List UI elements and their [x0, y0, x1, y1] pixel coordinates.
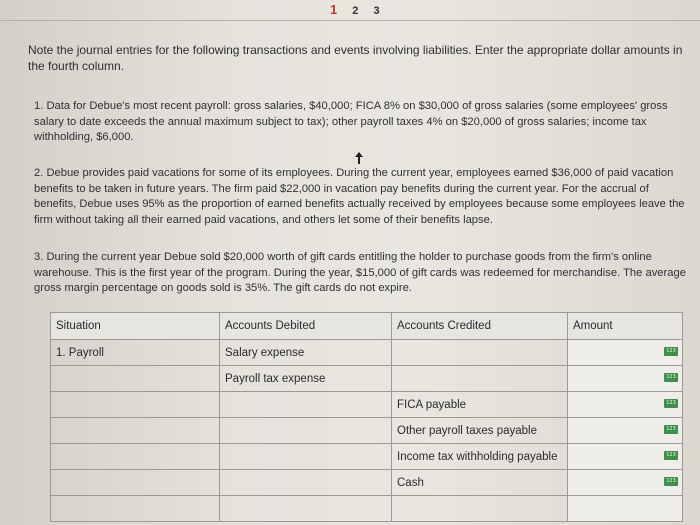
numeric-input-icon: 123 [664, 425, 678, 434]
credited-cell [392, 496, 568, 522]
credited-cell: Other payroll taxes payable [392, 418, 568, 444]
situation-cell [51, 470, 220, 496]
table-row [51, 470, 683, 496]
table-row [51, 392, 683, 418]
debited-cell [220, 418, 392, 444]
credited-cell [392, 366, 568, 392]
situation-cell [51, 366, 220, 392]
table-row [51, 340, 683, 366]
instructions-text: Note the journal entries for the following transactions and events involving liabilities. Enter the appropriate dollar amounts in the fourth column. [28, 43, 683, 73]
situation-cell [51, 392, 220, 418]
situation-cell [51, 496, 220, 522]
table-row [51, 496, 683, 522]
situation-cell [51, 444, 220, 470]
debited-cell: Payroll tax expense [220, 366, 392, 392]
credited-cell: Cash [392, 470, 568, 496]
debited-cell: Salary expense [220, 340, 392, 366]
amount-input[interactable] [568, 496, 683, 522]
credited-cell [392, 340, 568, 366]
problem-item-vacations: 2. Debue provides paid vacations for some of its employees. During the current year, employees earned $36,000 of paid vacation benefits to be taken in future years. The firm paid $22,000 in vacation pay benefits during the current year. For the accrual of benefits, Debue uses 95% as the proportion of earned benefits actually received by employees because some employees leave the firm without taking all their earned paid vacations, and others let some of their benefits lapse. [34, 167, 685, 226]
table-header-row [51, 313, 683, 340]
debited-cell [220, 392, 392, 418]
credited-cell: Income tax withholding payable [392, 444, 568, 470]
situation-cell [51, 418, 220, 444]
amount-input[interactable] [568, 366, 683, 392]
pagination [330, 2, 386, 17]
journal-entry-table [50, 312, 682, 525]
amount-input[interactable] [568, 418, 683, 444]
numeric-input-icon: 123 [664, 477, 678, 486]
page-2-link[interactable]: 2 [352, 5, 365, 17]
column-header-accounts-debited: Accounts Debited [220, 313, 392, 340]
table-row [51, 418, 683, 444]
amount-input[interactable] [568, 470, 683, 496]
column-header-accounts-credited: Accounts Credited [392, 313, 568, 340]
column-header-situation: Situation [51, 313, 220, 340]
table-row [51, 444, 683, 470]
situation-cell: 1. Payroll [51, 340, 220, 366]
divider [0, 20, 700, 21]
amount-input[interactable] [568, 340, 683, 366]
page-3-link[interactable]: 3 [373, 5, 386, 17]
amount-input[interactable] [568, 392, 683, 418]
table-row [51, 366, 683, 392]
page-1-link[interactable]: 1 [330, 2, 344, 17]
problem-item-gift-cards: 3. During the current year Debue sold $20,000 worth of gift cards entitling the holder to purchase goods from the firm's online warehouse. This is the first year of the program. During the year, $15,000 of gift cards was redeemed for merchandise. The average gross margin percentage on goods sold is 35%. The gift cards do not expire. [34, 251, 686, 294]
debited-cell [220, 496, 392, 522]
numeric-input-icon: 123 [664, 451, 678, 460]
problem-item-payroll: 1. Data for Debue's most recent payroll: gross salaries, $40,000; FICA 8% on $30,000 of gross salaries (some employees' gross salary to date exceeds the annual maximum subject to tax); other payroll taxes 4% on $20,000 of gross salaries; income tax withholding, $6,000. [34, 100, 668, 143]
debited-cell [220, 470, 392, 496]
numeric-input-icon: 123 [664, 373, 678, 382]
credited-cell: FICA payable [392, 392, 568, 418]
numeric-input-icon: 123 [664, 399, 678, 408]
numeric-input-icon: 123 [664, 347, 678, 356]
mouse-cursor-icon [355, 152, 363, 164]
column-header-amount: Amount [568, 313, 683, 340]
debited-cell [220, 444, 392, 470]
amount-input[interactable] [568, 444, 683, 470]
